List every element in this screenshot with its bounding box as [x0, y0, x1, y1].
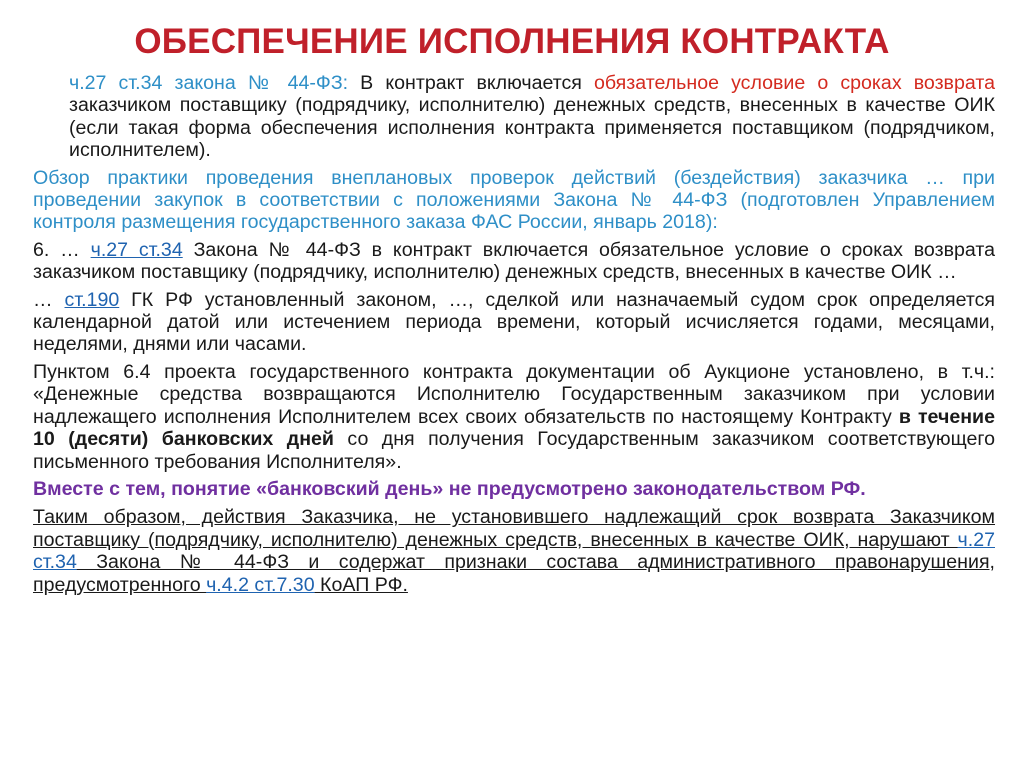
page-title: ОБЕСПЕЧЕНИЕ ИСПОЛНЕНИЯ КОНТРАКТА — [134, 22, 890, 61]
highlight-condition: обязательное условие о сроках возврата — [593, 72, 995, 94]
link-ch27-st34[interactable]: ч.27 ст.34 — [90, 238, 183, 261]
paragraph-banking-day-note: Вместе с тем, понятие «банковский день» не предусмотрено законодательством РФ. — [33, 477, 866, 500]
law-reference: ч.27 ст.34 закона № 44-ФЗ: — [69, 72, 349, 94]
paragraph-contract-clause: Пунктом 6.4 проекта государственного контракта документации об Аукционе установлено, в т.ч.: «Денежные средства возвращаются Исполнителю Государственным заказчиком при условии надлежащего исполнения Исполнителем всех своих обязательств по настоящему Контракту в течение 10 (десяти) банковских дней со дня получения Государственным заказчиком соответствующего письменного требования Исполнителя». — [33, 360, 995, 473]
link-ch27-st34-conclusion[interactable]: ч.27 ст.34 — [33, 528, 995, 574]
paragraph-law-requirement: ч.27 ст.34 закона № 44-ФЗ: В контракт включается обязательное условие о сроках возврата заказчиком поставщику (подрядчику, исполнителю) денежных средств, внесенных в качестве ОИК (если такая форма обеспечения исполнения контракта применяется поставщиком (подрядчиком, исполнителем). — [69, 72, 995, 162]
slide-content — [33, 72, 995, 601]
paragraph-gk-190: … ст.190 ГК РФ установленный законом, …, сделкой или назначаемый судом срок определяется календарной датой или истечением периода времени, который исчисляется годами, месяцами, неделями, днями или часами. — [33, 288, 995, 356]
paragraph-item-6: 6. … ч.27 ст.34 Закона № 44-ФЗ в контракт включается обязательное условие о сроках возврата заказчиком поставщику (подрядчику, исполнителю) денежных средств, внесенных в качестве ОИК … — [33, 238, 995, 284]
bold-banking-days: в течение 10 (десяти) банковских дней — [33, 405, 995, 451]
paragraph-conclusion: Таким образом, действия Заказчика, не установившего надлежащий срок возврата Заказчиком поставщику (подрядчику, исполнителю) денежных средств, внесенных в качестве ОИК, нарушают ч.27 ст.34 Закона № 44-ФЗ и содержат признаки состава административного правонарушения, предусмотренного ч.4.2 ст.7.30 КоАП РФ. — [33, 506, 995, 596]
paragraph-fas-review: Обзор практики проведения внеплановых проверок действий (бездействия) заказчика … при проведении закупок в соответствии с положениями Закона № 44-ФЗ (подготовлен Управлением контроля размещения государственного заказа ФАС России, январь 2018): — [33, 166, 995, 234]
link-ch42-st730[interactable]: ч.4.2 ст.7.30 — [206, 573, 315, 596]
link-st190[interactable]: ст.190 — [64, 288, 120, 311]
